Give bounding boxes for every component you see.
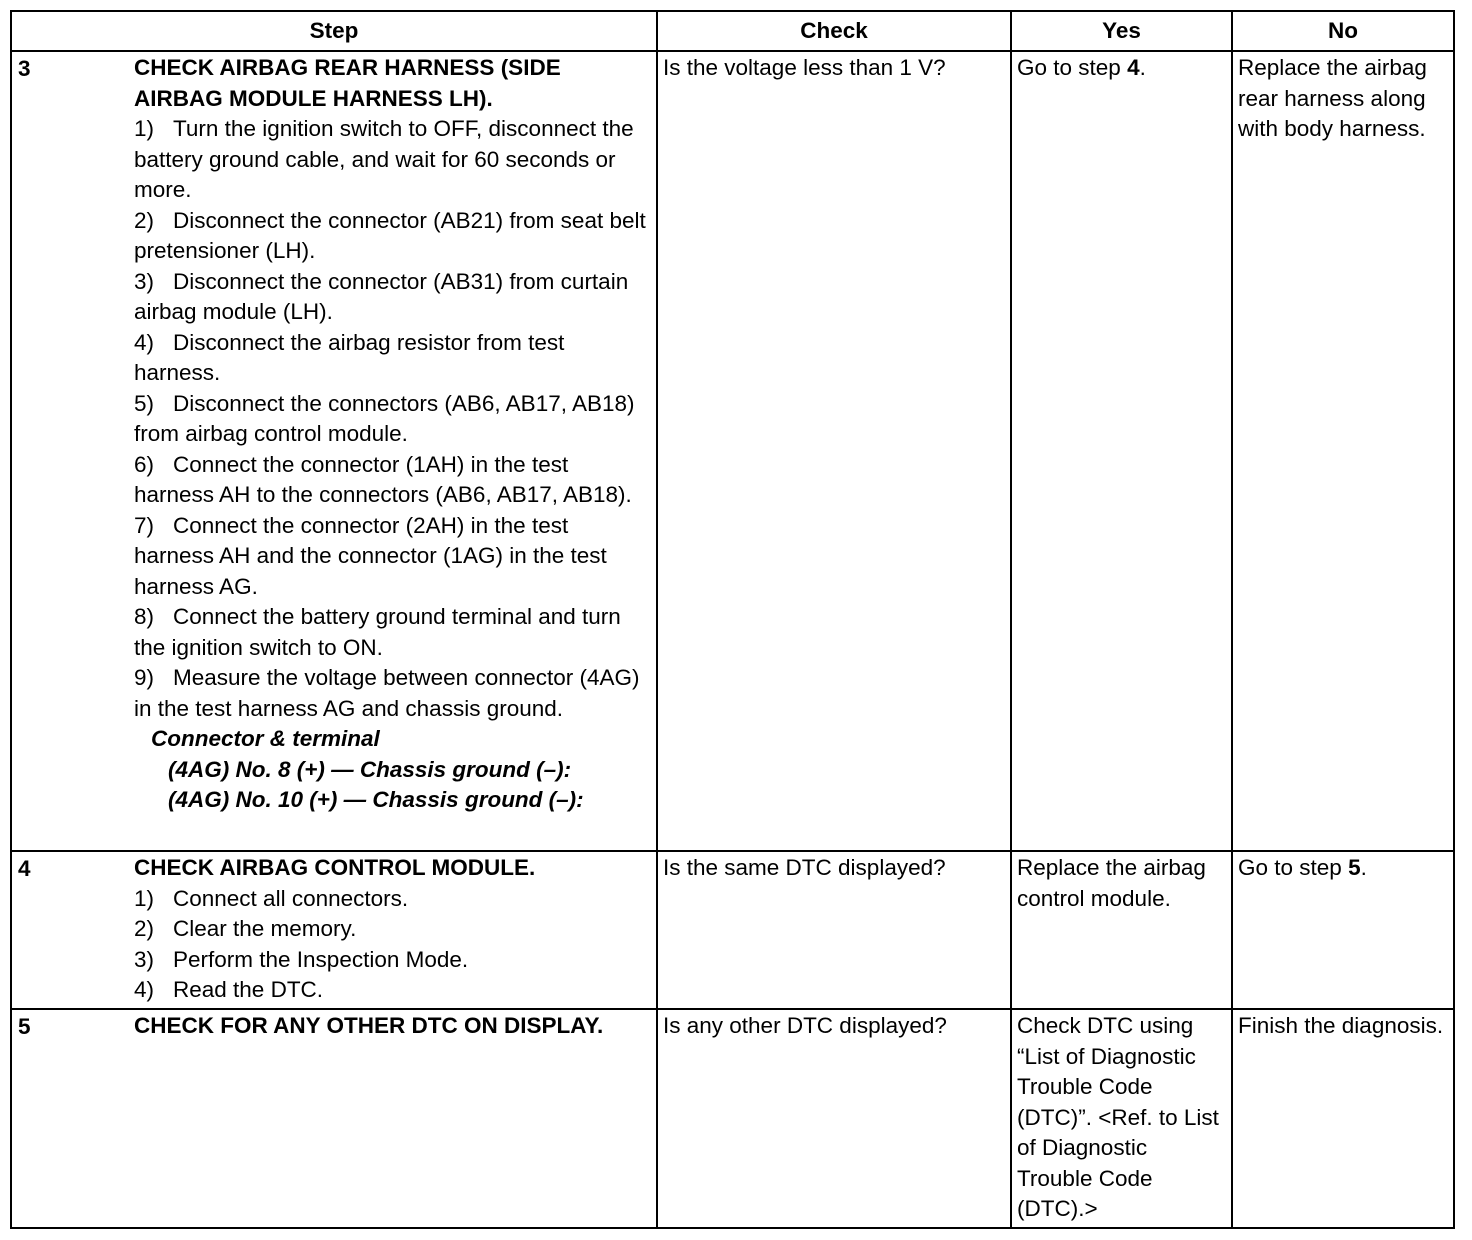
yes-step-ref: 4 [1127, 55, 1140, 80]
no-suffix: . [1360, 855, 1367, 880]
substep [134, 884, 651, 915]
substep [134, 206, 651, 267]
step-title: CHECK AIRBAG CONTROL MODULE. [134, 855, 536, 880]
substep-number: 7) [134, 512, 155, 538]
spec-label: Connector & terminal [151, 726, 380, 751]
no-step-ref: 5 [1348, 855, 1361, 880]
step-number: 3 [18, 56, 31, 81]
step-title: CHECK FOR ANY OTHER DTC ON DISPLAY. [134, 1013, 604, 1038]
yes-cell: Replace the airbag control module. [1011, 851, 1232, 1009]
document-page [10, 10, 1455, 1229]
substep-text: Clear the memory. [173, 916, 357, 941]
substep [134, 450, 651, 511]
substep-number: 2) [134, 916, 155, 941]
substep [134, 389, 651, 450]
substep-number: 3) [134, 946, 155, 972]
substep [134, 267, 651, 328]
substep-number: 4) [134, 329, 155, 355]
yes-prefix: Go to step [1017, 55, 1128, 80]
step-cell [11, 1009, 657, 1228]
substep-text: Connect all connectors. [173, 885, 409, 911]
substep-text: Turn the ignition switch to OFF, disconnect the battery ground cable, and wait for 60 seconds or more. [134, 116, 634, 202]
substep-text: Perform the Inspection Mode. [173, 946, 469, 972]
check-cell: Is the same DTC displayed? [657, 851, 1011, 1009]
diagnostic-table [10, 10, 1455, 1229]
substep-number: 6) [134, 451, 155, 477]
header-yes: Yes [1011, 11, 1232, 51]
step-number: 5 [18, 1014, 31, 1039]
step-title: CHECK AIRBAG REAR HARNESS (SIDE AIRBAG MODULE HARNESS LH). [134, 55, 561, 111]
substep-number: 1) [134, 885, 155, 911]
substep-text: Read the DTC. [173, 977, 324, 1002]
step-cell [11, 51, 657, 851]
substep [134, 602, 651, 663]
substep-number: 3) [134, 268, 155, 294]
substep-text: Connect the connector (2AH) in the test harness AH and the connector (1AG) in the test harness AG. [134, 512, 607, 599]
substep-text: Disconnect the connector (AB31) from curtain airbag module (LH). [134, 268, 629, 324]
step-number: 4 [18, 856, 31, 881]
no-prefix: Go to step [1238, 855, 1349, 880]
table-row [11, 1009, 1454, 1228]
substep [134, 975, 651, 1006]
substep-number: 8) [134, 604, 155, 629]
table-row [11, 851, 1454, 1009]
check-cell: Is any other DTC displayed? [657, 1009, 1011, 1228]
no-cell: Replace the airbag rear harness along with body harness. [1232, 51, 1454, 851]
substep-text: Disconnect the connector (AB21) from seat belt pretensioner (LH). [134, 207, 646, 263]
table-header-row [11, 11, 1454, 51]
yes-cell: Check DTC using “List of Diagnostic Trouble Code (DTC)”. <Ref. to List of Diagnostic Trouble Code (DTC).> [1011, 1009, 1232, 1228]
header-no: No [1232, 11, 1454, 51]
header-check: Check [657, 11, 1011, 51]
spec-line: (4AG) No. 10 (+) — Chassis ground (–): [168, 787, 584, 812]
substep-text: Connect the connector (1AH) in the test harness AH to the connectors (AB6, AB17, AB18). [134, 451, 632, 507]
substep [134, 945, 651, 976]
no-cell: Finish the diagnosis. [1232, 1009, 1454, 1228]
substep-text: Disconnect the connectors (AB6, AB17, AB18) from airbag control module. [134, 390, 635, 446]
substep-number: 9) [134, 665, 155, 690]
substep-text: Disconnect the airbag resistor from test harness. [134, 329, 565, 385]
spec-line: (4AG) No. 8 (+) — Chassis ground (–): [168, 756, 572, 782]
substep [134, 328, 651, 389]
substep [134, 114, 651, 206]
substep-number: 1) [134, 116, 155, 141]
yes-suffix: . [1139, 55, 1146, 80]
yes-cell [1011, 51, 1232, 851]
substep-text: Connect the battery ground terminal and turn the ignition switch to ON. [134, 604, 621, 660]
substep-text: Measure the voltage between connector (4AG) in the test harness AG and chassis ground. [134, 665, 640, 721]
check-cell: Is the voltage less than 1 V? [657, 51, 1011, 851]
substep-number: 2) [134, 207, 155, 233]
no-cell [1232, 851, 1454, 1009]
substep [134, 663, 651, 724]
substep-number: 5) [134, 390, 155, 416]
substep [134, 914, 651, 945]
step-cell [11, 851, 657, 1009]
substep [134, 511, 651, 603]
substep-number: 4) [134, 977, 155, 1002]
header-step: Step [11, 11, 657, 51]
table-row [11, 51, 1454, 851]
